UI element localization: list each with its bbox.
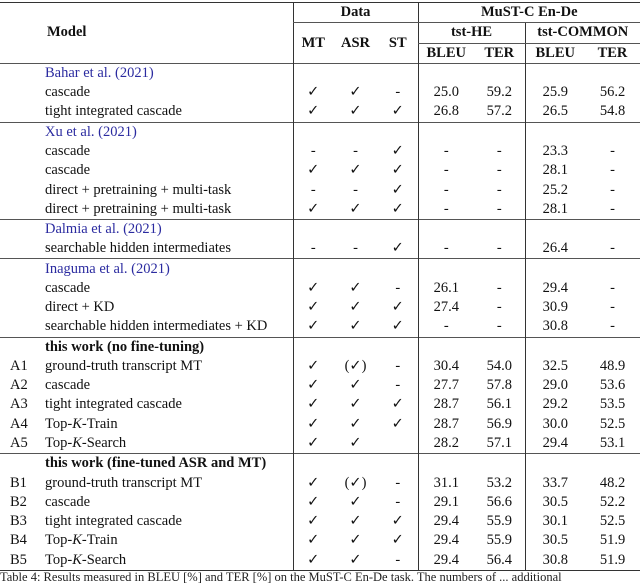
row-id: A1 [10,357,28,374]
cell-he-bleu: - [418,142,474,161]
empty-cell [525,337,585,357]
cell-mt: ✓ [293,395,333,414]
model-name: Top-K-Train [45,532,118,549]
model-name: tight integrated cascade [45,513,182,530]
cell-he-bleu: 29.4 [418,531,474,550]
cell-c-bleu: 30.9 [525,298,585,317]
cell-c-ter: - [610,200,615,217]
cell-c-ter: - [610,181,615,198]
table-row [0,279,640,298]
cell-st: ✓ [391,513,404,530]
cell-c-bleu: 29.4 [525,279,585,298]
cell-c-bleu: 30.8 [525,550,585,570]
cell-he-bleu: 29.4 [418,550,474,570]
empty-cell [418,122,474,142]
cell-he-ter: - [496,181,502,198]
empty-cell [585,454,640,474]
cell-asr: ✓ [349,279,362,296]
cell-c-bleu: 30.8 [525,317,585,337]
empty-cell [293,337,333,357]
cell-asr: ✓ [349,318,362,335]
empty-cell [293,122,333,142]
cell-c-bleu: 30.0 [525,415,585,434]
group-header-row [0,259,640,279]
row-id: A3 [10,396,28,413]
cell-he-ter: 59.2 [486,84,512,101]
cell-mt: - [293,142,333,161]
table-row [0,357,640,376]
model-name: searchable hidden intermediates [45,240,232,257]
header-mt: MT [293,23,333,64]
cell-st [378,434,418,454]
cell-asr: ✓ [349,103,362,120]
row-id [0,317,45,337]
cell-st: ✓ [391,318,404,335]
cell-he-bleu: 28.7 [418,415,474,434]
cell-he-bleu: - [418,239,474,259]
group-header-row [0,122,640,142]
header-he-ter: TER [484,44,515,61]
cell-c-bleu: 25.9 [525,83,585,102]
cell-he-ter: 55.9 [486,532,512,549]
table-row [0,102,640,122]
cell-asr: (✓) [344,474,367,491]
cell-st: - [395,84,401,101]
empty-cell [585,259,640,279]
empty-cell [378,337,418,357]
table-row [0,415,640,434]
cell-c-bleu: 25.2 [525,180,585,199]
cell-c-ter: - [610,162,615,179]
cell-c-bleu: 29.2 [525,395,585,414]
row-id: B4 [10,532,27,549]
table-row [0,512,640,531]
cell-asr: ✓ [349,493,362,510]
model-name: Top-K-Train [45,415,118,432]
model-name: cascade [45,142,91,159]
cell-mt: - [293,180,333,199]
model-name: cascade [45,162,91,179]
cell-he-bleu: 26.1 [418,279,474,298]
model-name: cascade [45,377,91,394]
cell-asr: (✓) [344,357,367,374]
cell-mt: ✓ [293,550,333,570]
row-id [0,200,45,220]
model-name: Top-K-Search [45,434,127,451]
row-id [0,83,45,102]
cell-he-ter: 57.2 [486,103,512,120]
empty-cell [418,337,474,357]
cell-c-ter: 54.8 [599,103,626,120]
cell-asr: ✓ [349,299,362,316]
cell-asr: ✓ [349,434,362,451]
cell-st: ✓ [391,142,404,159]
cell-mt: ✓ [293,317,333,337]
table-row [0,298,640,317]
cell-mt: ✓ [293,279,333,298]
cell-c-bleu: 30.5 [525,531,585,550]
cell-st: - [395,357,401,374]
table-caption: Table 4: Results measured in BLEU [%] and TER [%] on the MuST-C En-De task. The numbers of ... additional [0,570,562,584]
group-header-row [0,337,640,357]
cell-he-ter: - [496,240,502,257]
citation-link[interactable]: Xu et al. (2021) [45,122,293,142]
empty-cell [474,454,525,474]
cell-c-bleu: 33.7 [525,473,585,492]
cell-asr: - [353,181,358,198]
empty-cell [333,337,378,357]
empty-cell [333,219,378,239]
empty-cell [333,454,378,474]
cell-c-ter: 52.5 [599,415,626,432]
cell-asr: ✓ [349,415,362,432]
cell-c-bleu: 30.1 [525,512,585,531]
row-id [0,102,45,122]
row-id: A5 [10,434,28,451]
table-row [0,531,640,550]
cell-c-ter: 53.1 [599,434,626,451]
row-id: B3 [10,513,27,530]
cell-mt: ✓ [293,102,333,122]
model-name: tight integrated cascade [45,103,182,120]
table-row [0,239,640,259]
cell-c-bleu: 29.0 [525,376,585,395]
empty-cell [333,259,378,279]
cell-he-ter: - [496,162,502,179]
model-name: ground-truth transcript MT [45,474,203,491]
table-row [0,395,640,414]
cell-mt: ✓ [293,415,333,434]
cell-he-ter: - [496,200,502,217]
cell-mt: ✓ [293,200,333,220]
cell-st: ✓ [391,162,404,179]
cell-c-bleu: 26.5 [525,102,585,122]
empty-cell [585,63,640,83]
group-id [0,63,45,83]
table-row [0,83,640,102]
cell-st: ✓ [391,181,404,198]
cell-he-ter: 56.1 [486,396,512,413]
cell-he-bleu: 25.0 [418,83,474,102]
cell-st: ✓ [391,415,404,432]
cell-mt: ✓ [293,376,333,395]
cell-asr: ✓ [349,377,362,394]
table-row [0,473,640,492]
group-id [0,219,45,239]
cell-he-ter: 56.9 [486,415,512,432]
citation-link[interactable]: Dalmia et al. (2021) [45,219,293,239]
group-id [0,337,45,357]
empty-cell [418,219,474,239]
cell-he-bleu: 31.1 [418,473,474,492]
cell-c-ter: 48.9 [599,357,626,374]
group-header-row [0,454,640,474]
cell-he-ter: 55.9 [486,513,512,530]
cell-he-bleu: 29.1 [418,493,474,512]
row-id: A2 [10,377,28,394]
cell-he-bleu: 29.4 [418,512,474,531]
model-name: cascade [45,84,91,101]
header-asr: ASR [340,34,370,51]
cell-he-bleu: - [418,200,474,220]
empty-cell [378,122,418,142]
model-name: direct + pretraining + multi-task [45,181,232,198]
cell-st: ✓ [391,396,404,413]
header-common-ter: TER [597,44,628,61]
cell-mt: ✓ [293,531,333,550]
citation-link[interactable]: Inaguma et al. (2021) [45,259,293,279]
header-data: Data [293,3,418,23]
cell-c-ter: 51.9 [585,550,640,570]
cell-asr: ✓ [349,532,362,549]
empty-cell [333,122,378,142]
header-common-bleu: BLEU [525,43,585,63]
cell-mt: ✓ [293,298,333,317]
empty-cell [474,122,525,142]
empty-cell [418,63,474,83]
cell-c-ter: 52.2 [599,493,626,510]
empty-cell [293,454,333,474]
table-row [0,550,640,570]
table-row [0,434,640,454]
cell-he-ter: 56.6 [486,493,512,510]
model-name: cascade [45,493,91,510]
cell-mt: ✓ [293,473,333,492]
table-row [0,180,640,199]
citation-link[interactable]: Bahar et al. (2021) [45,63,293,83]
cell-asr: - [353,240,358,257]
cell-asr: ✓ [349,162,362,179]
model-name: direct + pretraining + multi-task [45,200,232,217]
cell-mt: ✓ [293,161,333,180]
row-id [0,279,45,298]
group-id [0,454,45,474]
cell-he-ter: - [496,279,502,296]
empty-cell [585,219,640,239]
empty-cell [525,259,585,279]
cell-c-bleu: 28.1 [525,161,585,180]
cell-he-ter: 56.4 [474,550,525,570]
cell-mt: ✓ [293,512,333,531]
row-id [0,239,45,259]
cell-c-ter: - [610,142,615,159]
empty-cell [418,454,474,474]
empty-cell [333,63,378,83]
cell-st: - [395,377,401,394]
model-name: cascade [45,279,91,296]
cell-st: ✓ [391,532,404,549]
row-id: B5 [0,550,45,570]
header-tst-common: tst-COMMON [525,23,640,43]
empty-cell [418,259,474,279]
model-name: searchable hidden intermediates + KD [45,318,268,335]
empty-cell [378,259,418,279]
cell-he-ter: - [496,318,502,335]
model-name: ground-truth transcript MT [45,357,203,374]
cell-mt: - [293,239,333,259]
cell-st: - [395,279,401,296]
header-tst-he: tst-HE [418,23,525,43]
cell-he-bleu: - [418,161,474,180]
empty-cell [474,337,525,357]
cell-he-ter: 57.1 [486,434,512,451]
row-id [0,180,45,199]
group-header-row [0,63,640,83]
group-title: this work (fine-tuned ASR and MT) [45,454,293,474]
cell-he-ter: 53.2 [486,474,512,491]
empty-cell [474,259,525,279]
row-id [0,142,45,161]
table-row [0,317,640,337]
cell-c-ter: - [610,279,615,296]
empty-cell [525,122,585,142]
cell-c-ter: 51.9 [599,532,626,549]
empty-cell [474,63,525,83]
cell-c-ter: - [610,240,615,257]
cell-c-ter: 56.2 [599,84,626,101]
empty-cell [525,454,585,474]
group-id [0,122,45,142]
cell-asr: ✓ [349,396,362,413]
cell-c-ter: 52.5 [599,513,626,530]
empty-cell [293,219,333,239]
row-id: A4 [10,415,28,432]
cell-he-bleu: 28.2 [418,434,474,454]
header-he-bleu: BLEU [418,43,474,63]
cell-he-bleu: 30.4 [418,357,474,376]
cell-mt: ✓ [293,83,333,102]
empty-cell [474,219,525,239]
empty-cell [293,63,333,83]
table-row [0,161,640,180]
cell-he-ter: - [496,142,502,159]
cell-c-bleu: 23.3 [525,142,585,161]
empty-cell [585,337,640,357]
table-body [0,63,640,570]
cell-he-bleu: - [418,180,474,199]
cell-he-bleu: 28.7 [418,395,474,414]
cell-st: - [395,493,401,510]
group-header-row [0,219,640,239]
cell-c-ter: 53.5 [599,396,626,413]
cell-he-ter: - [496,299,502,316]
results-table [0,2,640,571]
cell-mt: ✓ [293,434,333,454]
model-name: direct + KD [45,299,115,316]
empty-cell [585,122,640,142]
cell-mt: ✓ [293,493,333,512]
cell-c-bleu: 29.4 [525,434,585,454]
group-id [0,259,45,279]
cell-st: - [378,550,418,570]
cell-he-ter: 57.8 [486,377,512,394]
row-id: B2 [10,493,27,510]
model-name: tight integrated cascade [45,396,182,413]
model-name: Top-K-Search [45,550,293,570]
empty-cell [293,259,333,279]
cell-he-bleu: 27.7 [418,376,474,395]
cell-st: ✓ [391,103,404,120]
cell-c-bleu: 30.5 [525,493,585,512]
row-id [0,298,45,317]
cell-he-bleu: 26.8 [418,102,474,122]
table-row [0,142,640,161]
cell-st: ✓ [391,240,404,257]
cell-c-bleu: 26.4 [525,239,585,259]
cell-he-bleu: 27.4 [418,298,474,317]
cell-c-ter: - [610,299,615,316]
cell-mt: ✓ [293,357,333,376]
header-st: ST [388,34,407,51]
cell-c-ter: - [610,318,615,335]
cell-c-bleu: 28.1 [525,200,585,220]
cell-asr: ✓ [333,550,378,570]
row-id: B1 [10,474,27,491]
header-model: Model [47,24,87,41]
cell-asr: ✓ [349,200,362,217]
cell-c-bleu: 32.5 [525,357,585,376]
cell-c-ter: 48.2 [599,474,626,491]
cell-asr: - [353,142,358,159]
cell-st: ✓ [391,200,404,217]
table-row [0,200,640,220]
cell-asr: ✓ [349,513,362,530]
empty-cell [525,63,585,83]
cell-st: ✓ [391,299,404,316]
empty-cell [378,454,418,474]
table-row [0,376,640,395]
cell-he-ter: 54.0 [486,357,512,374]
row-id [0,161,45,180]
empty-cell [378,219,418,239]
empty-cell [525,219,585,239]
header-dataset: MuST-C En-De [418,3,640,23]
table-row [0,493,640,512]
cell-he-bleu: - [418,317,474,337]
empty-cell [378,63,418,83]
cell-asr: ✓ [349,84,362,101]
cell-c-ter: 53.6 [599,377,626,394]
group-title: this work (no fine-tuning) [45,337,293,357]
cell-st: - [395,474,401,491]
